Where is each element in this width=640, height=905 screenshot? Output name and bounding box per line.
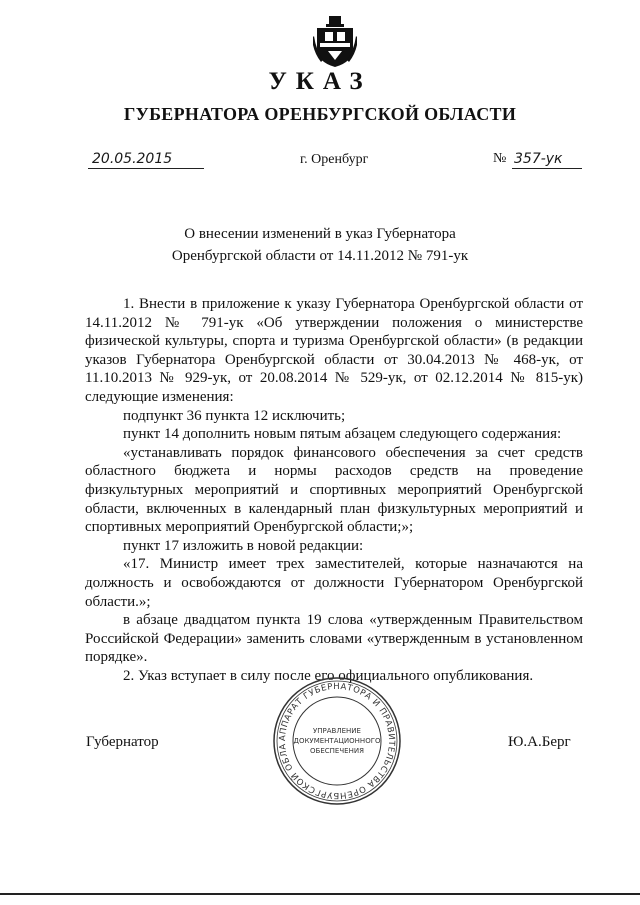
- body-paragraph-2: подпункт 36 пункта 12 исключить;: [123, 407, 346, 424]
- body-paragraph-6: «17. Министр имеет трех заместителей, которые назначаются на должность и освобождаются от должности Губернатором Оренбургской области.»;: [85, 556, 583, 610]
- body-paragraph-1: 1. Внести в приложение к указу Губернатора Оренбургской области от 14.11.2012 № 791-ук «Об утверждении положения о министерстве физической культуры, спорта и туризма Оренбургской области» (в редакции указов Губернатора Оренбургской области от 30.04.2013 № 468-ук, от 11.10.2013 № 929-ук, от 20.08.2014 № 529-ук, от 02.12.2014 № 815-ук) следующие изменения:: [85, 296, 583, 405]
- signature-name: Ю.А.Берг: [508, 734, 571, 750]
- stamp-seal-icon: [271, 675, 403, 807]
- decree-number-label: №: [493, 151, 507, 166]
- bottom-rule: [0, 893, 640, 895]
- document-title: УКАЗ: [268, 68, 372, 95]
- subject-line-1: О внесении изменений в указ Губернатора: [184, 226, 456, 242]
- body-paragraph-8: 2. Указ вступает в силу после его официального опубликования.: [123, 667, 534, 684]
- decree-date: 20.05.2015: [92, 151, 173, 167]
- document-subtitle: ГУБЕРНАТОРА ОРЕНБУРГСКОЙ ОБЛАСТИ: [123, 104, 517, 124]
- decree-body: [85, 295, 583, 685]
- body-paragraph-5: пункт 17 изложить в новой редакции:: [123, 537, 364, 554]
- date-underline: [88, 168, 204, 169]
- body-paragraph-7: в абзаце двадцатом пункта 19 слова «утвержденным Правительством Российской Федерации» заменить словами «утвержденным в установленном порядке».: [85, 612, 583, 666]
- signature-label: Губернатор: [86, 734, 159, 750]
- subject-line-2: Оренбургской области от 14.11.2012 № 791-ук: [171, 248, 469, 264]
- stamp-center-line-2: ДОКУМЕНТАЦИОННОГО: [293, 737, 381, 745]
- decree-subject: [0, 223, 640, 267]
- stamp-ring-text: АППАРАТ ГУБЕРНАТОРА И ПРАВИТЕЛЬСТВА ОРЕНБУРГСКОЙ ОБЛА: [277, 681, 397, 801]
- decree-city: г. Оренбург: [300, 152, 369, 167]
- coat-of-arms-icon: [313, 16, 357, 68]
- decree-number: 357-ук: [514, 151, 563, 167]
- body-paragraph-4: «устанавливать порядок финансового обеспечения за счет средств областного бюджета и нормы расходов средств на проведение физкультурных мероприятий и спортивных мероприятий Оренбургской области, включенных в календарный план физкультурных мероприятий и спортивных мероприятий Оренбургской области;»;: [85, 444, 583, 536]
- stamp-center-line-1: УПРАВЛЕНИЕ: [313, 727, 361, 735]
- body-paragraph-3: пункт 14 дополнить новым пятым абзацем следующего содержания:: [123, 426, 562, 443]
- number-underline: [512, 168, 582, 169]
- stamp-center-line-3: ОБЕСПЕЧЕНИЯ: [310, 747, 364, 755]
